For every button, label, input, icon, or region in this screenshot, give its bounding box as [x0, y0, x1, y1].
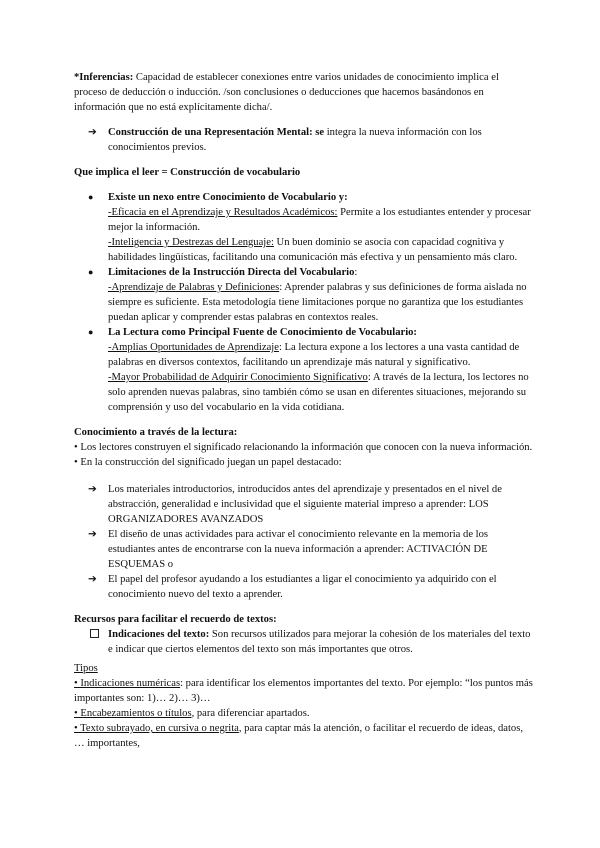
bullet-icon: ●	[88, 192, 94, 202]
limitaciones-title: Limitaciones de la Instrucción Directa del Vocabulario	[108, 267, 355, 278]
tipo-item-3: • Texto subrayado, en cursiva o negrita, para captar más la atención, o facilitar el recuerdo de ideas, datos, … importantes,	[74, 723, 524, 749]
bullet-icon: ●	[88, 327, 94, 337]
limitaciones-label-1: -Aprendizaje de Palabras y Definiciones	[108, 282, 280, 293]
construccion-item	[74, 125, 534, 155]
checkbox-icon	[90, 629, 99, 638]
conocimiento-arrow-3	[74, 572, 534, 602]
inferencias-paragraph	[74, 70, 534, 115]
bullet-icon: ●	[88, 267, 94, 277]
recursos-heading: Recursos para facilitar el recuerdo de textos:	[74, 614, 277, 625]
arrow-icon: ➔	[88, 574, 97, 585]
construccion-text: integra la nueva información con los conocimientos previos.	[108, 127, 482, 153]
arrow-text-2: El diseño de unas actividades para activar el conocimiento relevante en la memoria de los estudiantes antes de encontrarse con la nueva información a aprender: ACTIVACIÓN DE ESQUEMAS o	[108, 529, 489, 570]
nexo-title: Existe un nexo entre Conocimiento de Vocabulario y:	[108, 192, 348, 203]
lectura-text-2: : A través de la lectura, los lectores no solo aprenden nuevas palabras, sino también cómo se usan en diferentes situaciones, mejorando su comprensión y uso del vocabulario en la vida cotidiana.	[108, 372, 529, 413]
tipo-item-1: • Indicaciones numéricas: para identificar los elementos importantes del texto. Por ejemplo: “los puntos más importantes son: 1)… 2)… 3)…	[74, 678, 533, 704]
nexo-label-2: -Inteligencia y Destrezas del Lenguaje:	[108, 237, 274, 248]
arrow-text-3: El papel del profesor ayudando a los estudiantes a ligar el conocimiento ya adquirido con el conocimiento nuevo del texto a aprender.	[108, 574, 497, 600]
inferencias-title: *Inferencias:	[74, 72, 134, 83]
arrow-text-1: Los materiales introductorios, introducidos antes del aprendizaje y presentados en el nivel de abstracción, generalidad e inclusividad que el siguiente material impreso a aprender: LOS ORGANIZADORES AVANZADOS	[108, 484, 502, 525]
lectura-label-1: -Amplias Oportunidades de Aprendizaje	[108, 342, 279, 353]
bullet-limitaciones	[74, 265, 534, 325]
lectura-text-1: : La lectura expone a los lectores a una vasta cantidad de palabras en diversos contextos, facilitando un aprendizaje más natural y significativo.	[108, 342, 520, 368]
lectura-label-2: -Mayor Probabilidad de Adquirir Conocimiento Significativo	[108, 372, 368, 383]
arrow-icon: ➔	[88, 529, 97, 540]
limitaciones-text-1: : Aprender palabras y sus definiciones de forma aislada no siempre es suficiente. Esta metodología tiene limitaciones porque no garantiza que los estudiantes puedan aplicar y comprender estas palabras en contextos reales.	[108, 282, 527, 323]
tipo-item-2: • Encabezamientos o títulos, para diferenciar apartados.	[74, 708, 310, 719]
nexo-label-1: -Eficacia en el Aprendizaje y Resultados Académicos:	[108, 207, 338, 218]
indicaciones-title: Indicaciones del texto:	[108, 629, 210, 640]
conocimiento-heading: Conocimiento a través de la lectura:	[74, 427, 238, 438]
conocimiento-arrow-2	[74, 527, 534, 572]
conocimiento-line-1: • Los lectores construyen el significado relacionando la información que conocen con la nueva información.	[74, 442, 533, 453]
bullet-nexo	[74, 190, 534, 265]
document-page	[74, 70, 534, 751]
arrow-icon: ➔	[88, 484, 97, 495]
lectura-title: La Lectura como Principal Fuente de Conocimiento de Vocabulario:	[108, 327, 417, 338]
indicaciones-item	[74, 627, 534, 657]
inferencias-text: Capacidad de establecer conexiones entre varios unidades de conocimiento implica el proceso de deducción o inducción. /son conclusiones o deducciones que hacemos basándonos en información que no está explícitamente dicha/.	[74, 72, 499, 113]
nexo-text-1: Permite a los estudiantes entender y procesar mejor la información.	[108, 207, 531, 233]
conocimiento-arrow-1	[74, 482, 534, 527]
arrow-icon: ➔	[88, 127, 97, 138]
limitaciones-colon: :	[354, 267, 358, 278]
construccion-title: Construcción de una Representación Mental: se	[108, 127, 325, 138]
tipos-heading: Tipos	[74, 663, 98, 674]
indicaciones-text: Son recursos utilizados para mejorar la cohesión de los materiales del texto e indicar que ciertos elementos del texto son más importantes que otros.	[108, 629, 531, 655]
nexo-text-2: Un buen dominio se asocia con capacidad cognitiva y habilidades lingüísticas, facilitando una comunicación más efectiva y un pensamiento más claro.	[108, 237, 518, 263]
conocimiento-line-2: • En la construcción del significado juegan un papel destacado:	[74, 457, 342, 468]
bullet-lectura	[74, 325, 534, 415]
que-implica-heading: Que implica el leer = Construcción de vocabulario	[74, 167, 301, 178]
